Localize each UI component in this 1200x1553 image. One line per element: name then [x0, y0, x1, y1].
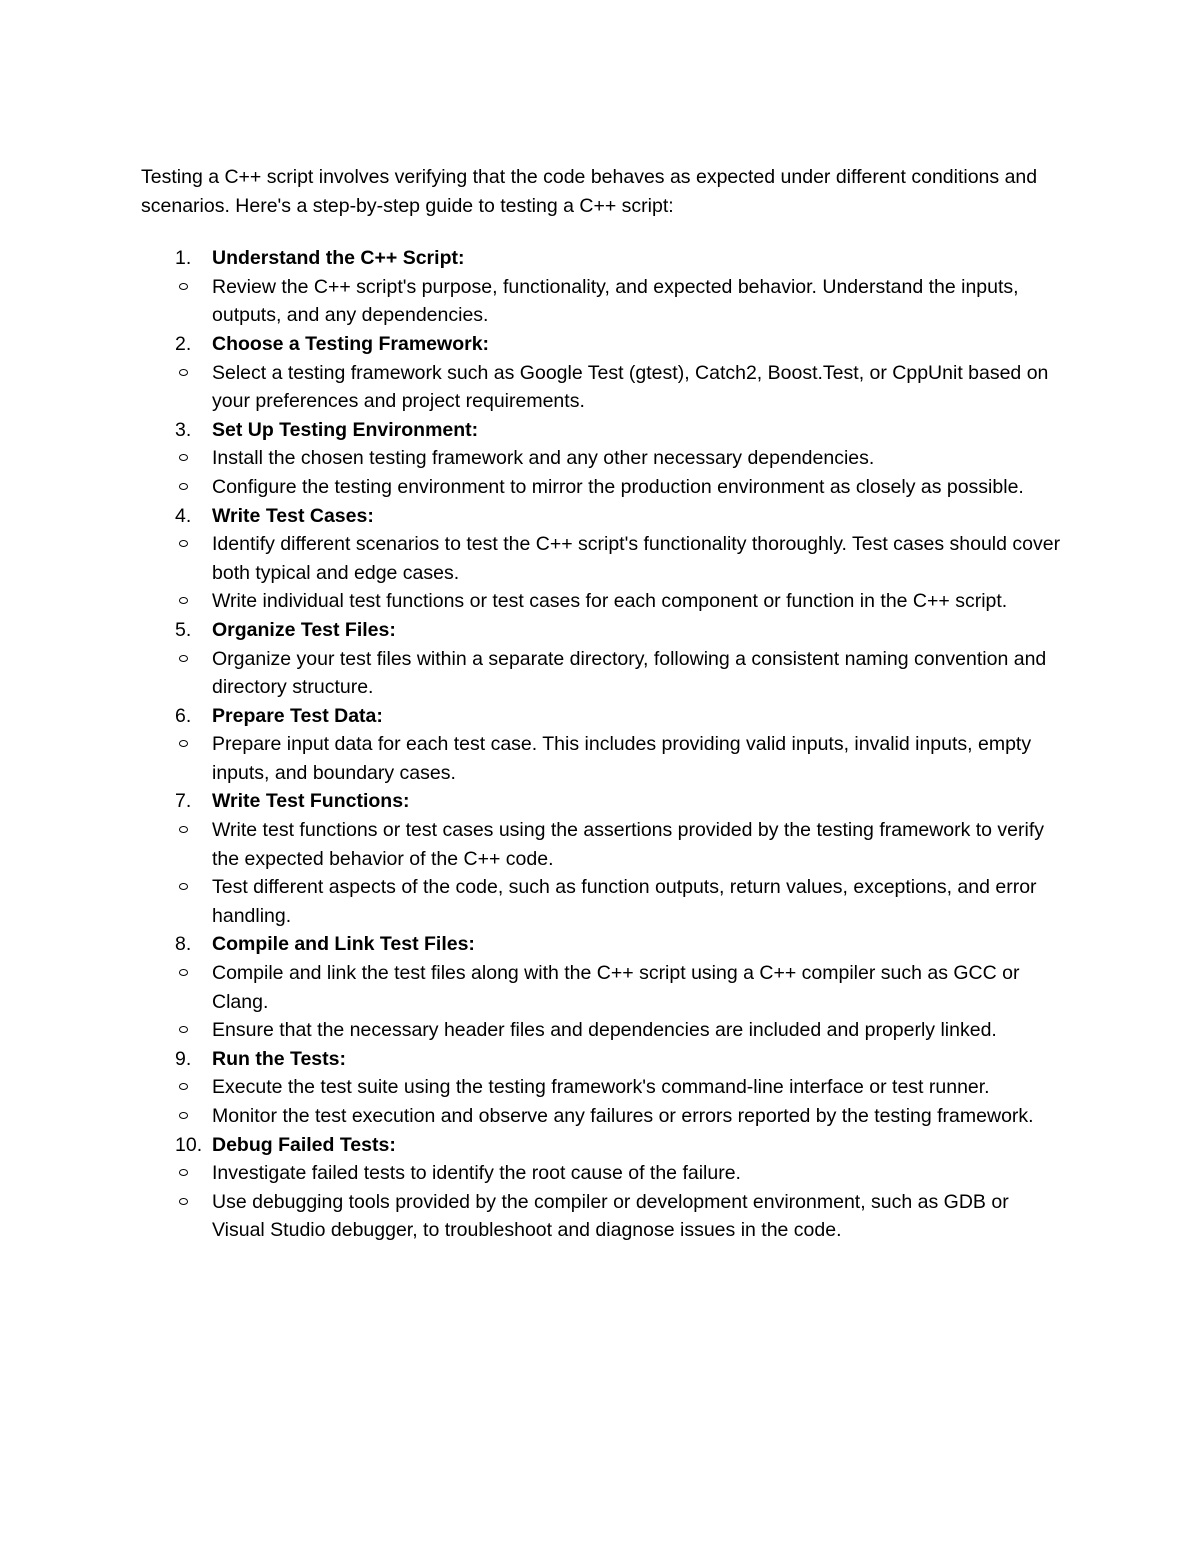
sub-item-text: Identify different scenarios to test the C++ script's functionality thoroughly. Test cases should cover both typical and edge cases.: [212, 533, 1061, 584]
hollow-circle-bullet-icon: [179, 826, 188, 833]
step-number: 9.: [175, 1047, 192, 1070]
sub-item-text: Investigate failed tests to identify the root cause of the failure.: [212, 1162, 741, 1185]
step-title: Write Test Cases:: [212, 504, 374, 527]
sub-item: [141, 1102, 1061, 1131]
sub-item-list: [141, 1159, 1061, 1245]
sub-item-text: Execute the test suite using the testing framework's command-line interface or test runner.: [212, 1076, 990, 1099]
step-title: Understand the C++ Script:: [212, 247, 465, 270]
step-title: Prepare Test Data:: [212, 704, 383, 727]
sub-item-text: Write individual test functions or test cases for each component or function in the C++ script.: [212, 590, 1008, 613]
hollow-circle-bullet-icon: [179, 969, 188, 976]
step-number: 6.: [175, 704, 192, 727]
hollow-circle-bullet-icon: [179, 655, 188, 662]
sub-item: [141, 444, 1061, 473]
step-item: [141, 1131, 1061, 1245]
hollow-circle-bullet-icon: [179, 540, 188, 547]
step-item: [141, 930, 1061, 1044]
sub-item-list: [141, 530, 1061, 616]
step-number: 2.: [175, 332, 192, 355]
sub-item-text: Test different aspects of the code, such as function outputs, return values, exceptions, and error handling.: [212, 876, 1037, 927]
hollow-circle-bullet-icon: [179, 883, 188, 890]
sub-item: [141, 587, 1061, 616]
sub-item: [141, 530, 1061, 587]
sub-item: [141, 873, 1061, 930]
step-title: Compile and Link Test Files:: [212, 933, 475, 956]
hollow-circle-bullet-icon: [179, 1026, 188, 1033]
sub-item: [141, 473, 1061, 502]
hollow-circle-bullet-icon: [179, 1112, 188, 1119]
sub-item-text: Monitor the test execution and observe any failures or errors reported by the testing framework.: [212, 1105, 1034, 1127]
sub-item: [141, 645, 1061, 702]
sub-item: [141, 273, 1061, 330]
hollow-circle-bullet-icon: [179, 1198, 188, 1205]
step-item: [141, 1045, 1061, 1131]
step-title: Organize Test Files:: [212, 618, 396, 641]
step-number: 4.: [175, 504, 192, 527]
sub-item: [141, 959, 1061, 1016]
step-item: [141, 330, 1061, 416]
sub-item-text: Configure the testing environment to mirror the production environment as closely as possible.: [212, 475, 1024, 498]
step-item: [141, 702, 1061, 788]
sub-item-text: Organize your test files within a separate directory, following a consistent naming convention and directory structure.: [212, 647, 1047, 699]
hollow-circle-bullet-icon: [179, 283, 188, 290]
sub-item: [141, 1073, 1061, 1102]
step-number: 3.: [175, 418, 192, 441]
sub-item-text: Install the chosen testing framework and any other necessary dependencies.: [212, 447, 875, 470]
hollow-circle-bullet-icon: [179, 597, 188, 604]
steps-list: [141, 244, 1061, 1245]
step-number: 8.: [175, 933, 192, 956]
sub-item: [141, 730, 1061, 787]
sub-item-list: [141, 816, 1061, 930]
sub-item-list: [141, 730, 1061, 787]
sub-item-list: [141, 959, 1061, 1045]
step-title: Write Test Functions:: [212, 790, 410, 813]
sub-item: [141, 359, 1061, 416]
step-number: 10.: [175, 1133, 203, 1156]
sub-item-text: Prepare input data for each test case. This includes providing valid inputs, invalid inputs, empty inputs, and boundary cases.: [212, 733, 1032, 784]
step-item: [141, 616, 1061, 702]
sub-item-list: [141, 444, 1061, 501]
step-number: 7.: [175, 790, 192, 813]
step-title: Choose a Testing Framework:: [212, 332, 490, 355]
sub-item: [141, 1159, 1061, 1188]
sub-item: [141, 1016, 1061, 1045]
sub-item-text: Ensure that the necessary header files and dependencies are included and properly linked.: [212, 1019, 997, 1042]
step-number: 5.: [175, 618, 192, 641]
sub-item: [141, 816, 1061, 873]
sub-item-text: Review the C++ script's purpose, functionality, and expected behavior. Understand the inputs, outputs, and any dependencies.: [212, 275, 1019, 327]
sub-item-list: [141, 359, 1061, 416]
hollow-circle-bullet-icon: [179, 740, 188, 747]
step-item: [141, 244, 1061, 330]
sub-item-text: Compile and link the test files along with the C++ script using a C++ compiler such as GCC or Clang.: [212, 962, 1020, 1013]
sub-item-list: [141, 1073, 1061, 1130]
step-title: Set Up Testing Environment:: [212, 418, 479, 441]
sub-item-text: Select a testing framework such as Google Test (gtest), Catch2, Boost.Test, or CppUnit based on your preferences and project requirements.: [212, 361, 1049, 413]
step-item: [141, 502, 1061, 616]
hollow-circle-bullet-icon: [179, 369, 188, 376]
step-item: [141, 416, 1061, 502]
sub-item-list: [141, 273, 1061, 330]
document-body: [141, 163, 1061, 1245]
step-number: 1.: [175, 247, 192, 270]
hollow-circle-bullet-icon: [179, 454, 188, 461]
sub-item-list: [141, 645, 1061, 702]
intro-paragraph: Testing a C++ script involves verifying that the code behaves as expected under different conditions and scenarios. Here's a step-by-step guide to testing a C++ script:: [141, 166, 1038, 217]
step-title: Run the Tests:: [212, 1047, 346, 1070]
hollow-circle-bullet-icon: [179, 483, 188, 490]
sub-item-text: Write test functions or test cases using the assertions provided by the testing framework to verify the expected behavior of the C++ code.: [212, 819, 1045, 870]
sub-item: [141, 1188, 1061, 1245]
step-item: [141, 787, 1061, 930]
hollow-circle-bullet-icon: [179, 1083, 188, 1090]
hollow-circle-bullet-icon: [179, 1169, 188, 1176]
sub-item-text: Use debugging tools provided by the compiler or development environment, such as GDB or Visual Studio debugger, to troubleshoot and diagnose issues in the code.: [212, 1190, 1009, 1242]
step-title: Debug Failed Tests:: [212, 1133, 396, 1156]
